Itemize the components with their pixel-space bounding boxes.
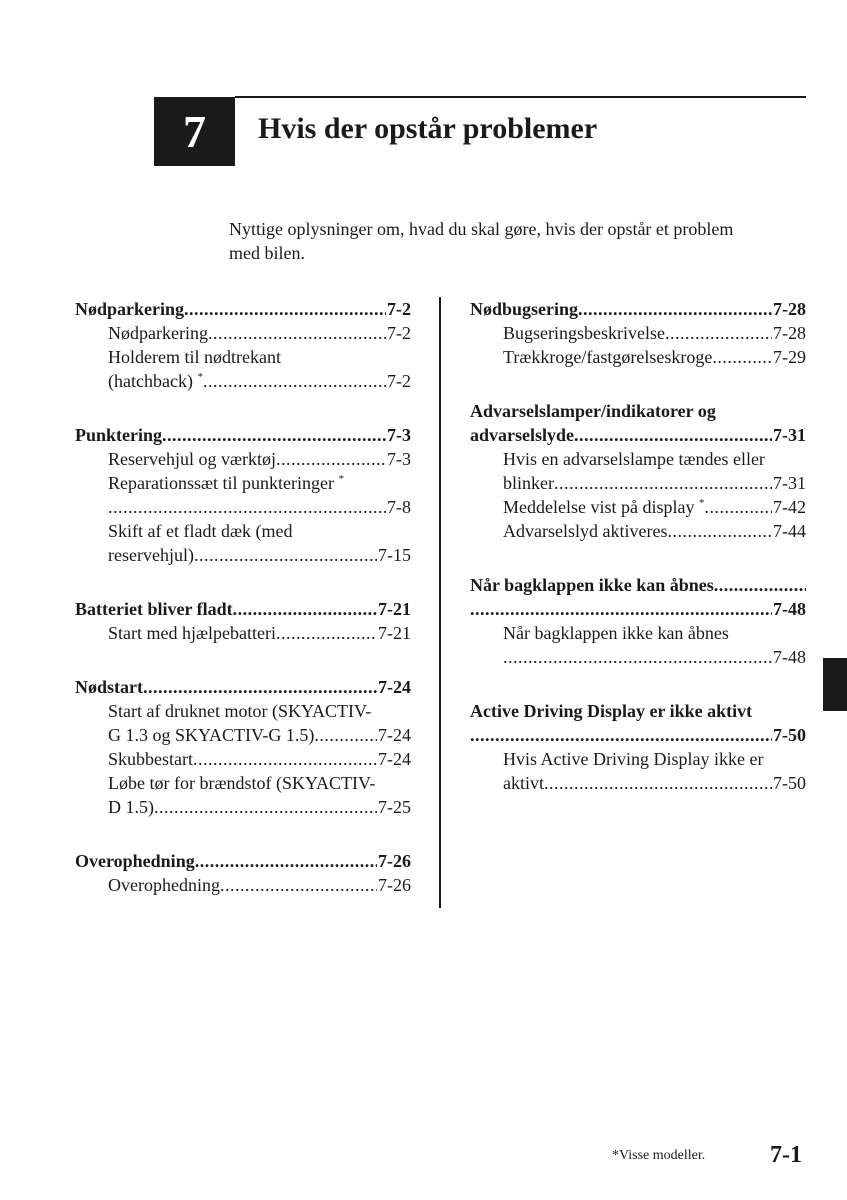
toc-entry-title: Start af druknet motor (SKYACTIV- xyxy=(108,701,372,721)
toc-entry-title: Hvis Active Driving Display ikke er xyxy=(503,749,764,769)
model-specific-marker: * xyxy=(698,497,705,509)
toc-entry-title: Skift af et fladt dæk (med xyxy=(108,521,293,541)
toc-page-ref: 7-8 xyxy=(387,497,411,517)
toc-entry-title: Når bagklappen ikke kan åbnes xyxy=(503,623,729,643)
toc-section-title: Nødbugsering xyxy=(470,299,579,319)
toc-entry[interactable] xyxy=(470,345,806,369)
toc-entry[interactable] xyxy=(75,621,411,645)
toc-entry-line[interactable] xyxy=(75,471,411,495)
toc-section-overophedning xyxy=(75,849,411,897)
toc-page-ref: 7-26 xyxy=(378,875,411,895)
chapter-number-box xyxy=(154,97,235,166)
toc-left-column xyxy=(75,297,411,927)
toc-page-ref: 7-3 xyxy=(387,425,411,445)
toc-entry-title: Advarselslyd aktiveres xyxy=(503,521,668,541)
toc-entry-title: Reparationssæt til punkteringer * xyxy=(108,473,344,493)
toc-section-title: Nødstart xyxy=(75,677,143,697)
page-number: 7-1 xyxy=(770,1142,802,1168)
toc-page-ref: 7-2 xyxy=(387,299,411,319)
toc-section-heading[interactable] xyxy=(75,597,411,621)
toc-section-title-cont: advarselslyde xyxy=(470,425,575,445)
toc-entry-line[interactable] xyxy=(75,699,411,723)
toc-page-ref: 7-28 xyxy=(773,323,806,343)
toc-section-punktering xyxy=(75,423,411,567)
toc-section-title: Advarselslamper/indikatorer og xyxy=(470,401,716,421)
toc-section-title: Batteriet bliver fladt xyxy=(75,599,233,619)
toc-section-heading[interactable] xyxy=(75,423,411,447)
toc-entry[interactable] xyxy=(75,495,411,519)
toc-page-ref: 7-3 xyxy=(387,449,411,469)
toc-entry-line[interactable] xyxy=(75,519,411,543)
toc-section-heading[interactable] xyxy=(75,675,411,699)
footnote: *Visse modeller. xyxy=(612,1148,706,1163)
toc-entry[interactable] xyxy=(75,795,411,819)
toc-entry-line[interactable] xyxy=(75,771,411,795)
toc-page-ref: 7-2 xyxy=(387,371,411,391)
toc-page-ref: 7-42 xyxy=(773,497,806,517)
toc-page-ref: 7-28 xyxy=(773,299,806,319)
toc-entry-title: Skubbestart xyxy=(108,749,193,769)
toc-page-ref: 7-21 xyxy=(378,599,411,619)
column-divider xyxy=(439,297,441,908)
toc-page-ref: 7-24 xyxy=(378,749,411,769)
toc-entry-title: Meddelelse vist på display * xyxy=(503,497,705,517)
toc-entry-title-cont: G 1.3 og SKYACTIV-G 1.5) xyxy=(108,725,315,745)
toc-entry[interactable] xyxy=(75,369,411,393)
toc-section-batteri xyxy=(75,597,411,645)
toc-page-ref: 7-2 xyxy=(387,323,411,343)
toc-entry[interactable] xyxy=(470,519,806,543)
toc-entry[interactable] xyxy=(75,873,411,897)
toc-section-active-driving-display xyxy=(470,699,806,795)
toc-entry-title-cont: blinker xyxy=(503,473,554,493)
toc-page-ref: 7-29 xyxy=(773,347,806,367)
toc-entry[interactable] xyxy=(470,771,806,795)
toc-entry[interactable] xyxy=(75,321,411,345)
toc-page-ref: 7-26 xyxy=(378,851,411,871)
intro-line-2: med bilen. xyxy=(229,243,305,263)
chapter-title: Hvis der opstår problemer xyxy=(258,112,598,145)
toc-section-title: Når bagklappen ikke kan åbnes xyxy=(470,575,714,595)
intro-line-1: Nyttige oplysninger om, hvad du skal gøre, hvis der opstår et problem xyxy=(229,219,734,239)
toc-section-heading[interactable] xyxy=(75,849,411,873)
toc-entry-title: Hvis en advarselslampe tændes eller xyxy=(503,449,765,469)
toc-entry-title-cont: (hatchback) * xyxy=(108,371,203,391)
toc-page-ref: 7-48 xyxy=(773,599,806,619)
toc-section-title: Nødparkering xyxy=(75,299,185,319)
title-rule xyxy=(235,96,806,98)
toc-section-heading[interactable] xyxy=(470,423,806,447)
toc-entry-line[interactable] xyxy=(470,447,806,471)
toc-entry[interactable] xyxy=(75,723,411,747)
toc-section-title: Punktering xyxy=(75,425,163,445)
model-specific-marker: * xyxy=(197,371,203,383)
model-specific-marker: * xyxy=(338,473,344,485)
toc-entry-title: Holderem til nødtrekant xyxy=(108,347,281,367)
toc-page-ref: 7-24 xyxy=(378,725,411,745)
toc-entry-title-cont: D 1.5) xyxy=(108,797,154,817)
toc-section-title: Overophedning xyxy=(75,851,195,871)
toc-section-heading-line[interactable] xyxy=(470,399,806,423)
toc-section-nodbugsering xyxy=(470,297,806,369)
intro-text xyxy=(229,217,809,265)
toc-page-ref: 7-25 xyxy=(378,797,411,817)
toc-entry[interactable] xyxy=(75,747,411,771)
toc-section-advarselslamper xyxy=(470,399,806,543)
toc-entry-title-cont: reservehjul) xyxy=(108,545,194,565)
toc-section-nodparkering xyxy=(75,297,411,393)
toc-page-ref: 7-50 xyxy=(773,773,806,793)
toc-section-heading[interactable] xyxy=(470,297,806,321)
toc-page-ref: 7-24 xyxy=(378,677,411,697)
toc-entry-title: Start med hjælpebatteri xyxy=(108,623,276,643)
toc-entry-line[interactable] xyxy=(75,345,411,369)
toc-section-heading-line[interactable] xyxy=(470,699,806,723)
toc-entry-title: Reservehjul og værktøj xyxy=(108,449,276,469)
toc-section-nodstart xyxy=(75,675,411,819)
toc-section-heading[interactable] xyxy=(470,723,806,747)
toc-page-ref: 7-50 xyxy=(773,725,806,745)
toc-right-column xyxy=(470,297,806,825)
toc-entry[interactable] xyxy=(470,471,806,495)
toc-section-title: Active Driving Display er ikke aktivt xyxy=(470,701,753,721)
toc-section-heading[interactable] xyxy=(470,597,806,621)
chapter-number: 7 xyxy=(183,106,206,157)
toc-entry-title: Overophedning xyxy=(108,875,220,895)
toc-entry[interactable] xyxy=(75,543,411,567)
toc-entry[interactable] xyxy=(470,321,806,345)
toc-page-ref: 7-44 xyxy=(773,521,806,541)
toc-entry[interactable] xyxy=(470,645,806,669)
toc-page-ref: 7-31 xyxy=(773,473,806,493)
toc-page-ref: 7-48 xyxy=(773,647,806,667)
toc-entry[interactable] xyxy=(75,447,411,471)
toc-entry-title: Trækkroge/fastgørelseskroge xyxy=(503,347,713,367)
toc-page-ref: 7-21 xyxy=(378,623,411,643)
toc-entry-title: Bugseringsbeskrivelse xyxy=(503,323,665,343)
toc-entry-title-cont: aktivt xyxy=(503,773,544,793)
toc-section-bagklap xyxy=(470,573,806,669)
chapter-side-tab xyxy=(823,658,847,711)
toc-section-heading[interactable] xyxy=(75,297,411,321)
toc-section-heading-line[interactable] xyxy=(470,573,806,597)
toc-entry-line[interactable] xyxy=(470,747,806,771)
toc-page-ref: 7-15 xyxy=(378,545,411,565)
toc-page-ref: 7-31 xyxy=(773,425,806,445)
toc-entry-line[interactable] xyxy=(470,621,806,645)
toc-entry-title: Løbe tør for brændstof (SKYACTIV- xyxy=(108,773,376,793)
toc-entry-title: Nødparkering xyxy=(108,323,208,343)
toc-entry[interactable] xyxy=(470,495,806,519)
